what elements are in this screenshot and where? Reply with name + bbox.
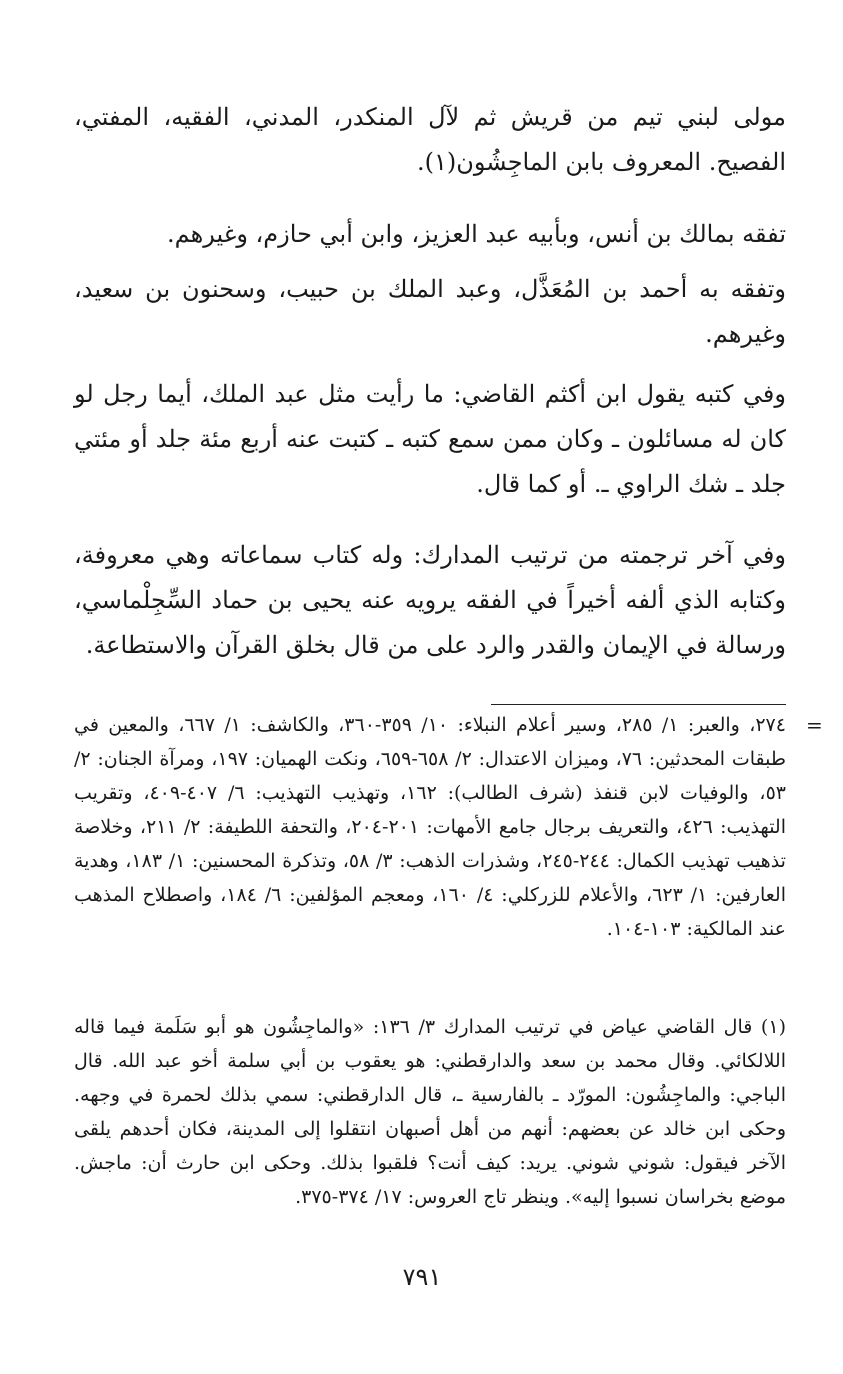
body-paragraph-1 (74, 95, 786, 185)
footnote-continued (74, 708, 786, 946)
paragraph-text: وتفقه به أحمد بن المُعَذَّل، وعبد الملك بن حبيب، وسحنون بن سعيد، وغيرهم. (74, 275, 786, 348)
page-number: ٧٩١ (402, 1263, 442, 1291)
paragraph-text: وفي آخر ترجمته من ترتيب المدارك: وله كتاب سماعاته وهي معروفة، وكتابه الذي ألفه أخيراً في الفقه يرويه عنه يحيى بن حماد السِّجِلْماسي، ورسالة في الإيمان والقدر والرد على من قال بخلق القرآن والاستطاعة. (74, 541, 786, 659)
footnote-text: (١) قال القاضي عياض في ترتيب المدارك ٣/ ١٣٦: «والماجِشُون هو أبو سَلَمة فيما قاله اللالكائي. وقال محمد بن سعد والدارقطني: هو يعقوب بن أبي سلمة أخو عبد الله. قال الباجي: والماجِشُون: المورّد ـ بالفارسية ـ، قال الدارقطني: سمي بذلك لحمرة في وجهه. وحكى ابن خالد عن بعضهم: أنهم من أهل أصبهان انتقلوا إلى المدينة، فكان أحدهم يلقى الآخر فيقول: شوني شوني. يريد: كيف أنت؟ فلقبوا بذلك. وحكى ابن حارث أن: ماجش. موضع بخراسان نسبوا إليه». وينظر تاج العروس: ١٧/ ٣٧٤-٣٧٥. (74, 1016, 786, 1208)
footnote-continuation-marker: = (806, 713, 823, 737)
footnote-1 (74, 1010, 786, 1214)
paragraph-text: تفقه بمالك بن أنس، وبأبيه عبد العزيز، وابن أبي حازم، وغيرهم. (167, 220, 786, 248)
body-paragraph-4 (74, 372, 786, 507)
body-paragraph-3 (74, 267, 786, 357)
paragraph-text: مولى لبني تيم من قريش ثم لآل المنكدر، المدني، الفقيه، المفتي، الفصيح. المعروف بابن الماجِشُون(١). (74, 103, 786, 176)
footnote-text: ٢٧٤، والعبر: ١/ ٢٨٥، وسير أعلام النبلاء: ١٠/ ٣٥٩-٣٦٠، والكاشف: ١/ ٦٦٧، والمعين في طبقات المحدثين: ٧٦، وميزان الاعتدال: ٢/ ٦٥٨-٦٥٩، ونكت الهميان: ١٩٧، ومرآة الجنان: ٢/ ٥٣، والوفيات لابن قنفذ (شرف الطالب): ١٦٢، وتهذيب التهذيب: ٦/ ٤٠٧-٤٠٩، وتقريب التهذيب: ٤٢٦، والتعريف برجال جامع الأمهات: ٢٠١-٢٠٤، والتحفة اللطيفة: ٢/ ٢١١، وخلاصة تذهيب تهذيب الكمال: ٢٤٤-٢٤٥، وشذرات الذهب: ٣/ ٥٨، وتذكرة المحسنين: ١/ ١٨٣، وهدية العارفين: ١/ ٦٢٣، والأعلام للزركلي: ٤/ ١٦٠، ومعجم المؤلفين: ٦/ ١٨٤، واصطلاح المذهب عند المالكية: ١٠٣-١٠٤. (74, 714, 786, 940)
footnote-separator (491, 704, 786, 705)
paragraph-text: وفي كتبه يقول ابن أكثم القاضي: ما رأيت مثل عبد الملك، أيما رجل لو كان له مسائلون ـ وكان ممن سمع كتبه ـ كتبت عنه أربع مئة جلد أو مئتي جلد ـ شك الراوي ـ. أو كما قال. (74, 380, 786, 498)
body-paragraph-2 (74, 212, 786, 257)
body-paragraph-5 (74, 533, 786, 668)
